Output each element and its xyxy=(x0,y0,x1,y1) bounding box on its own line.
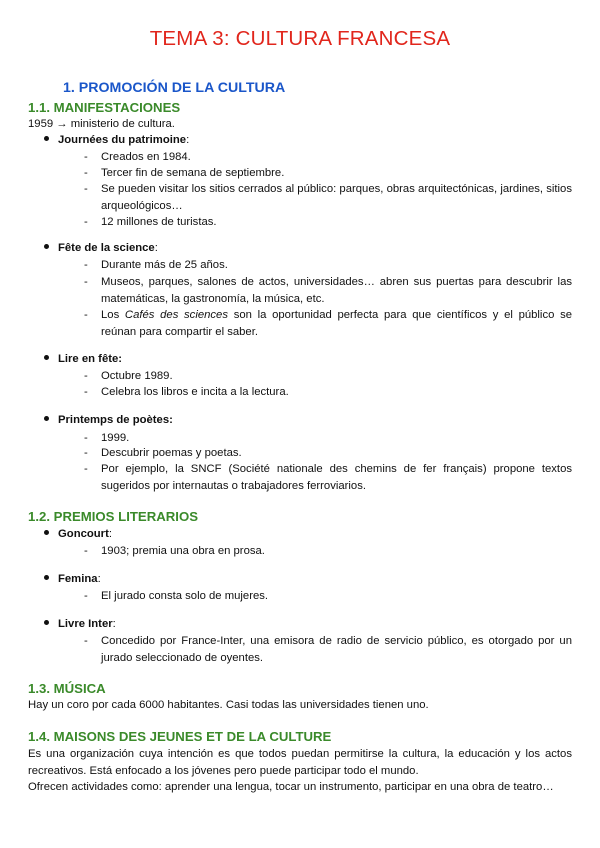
bullet-printemps xyxy=(44,413,173,427)
sub-text: Se pueden visitar los sitios cerrados al público: parques, obras arquitectónicas, jardines, sitios arqueológicos… xyxy=(101,183,572,212)
sub-item: - Museos, parques, salones de actos, universidades… abren sus puertas para descubrir las matemáticas, la gastronomía, la música, etc. xyxy=(84,274,572,307)
sub-text: 1999. xyxy=(101,432,130,444)
intro-line: 1959 → ministerio de cultura. xyxy=(28,118,175,130)
sub-item: - Por ejemplo, la SNCF (Société nationale des chemins de fer français) propone textos sugeridos por internautas o trabajadores ferroviarios. xyxy=(84,461,572,494)
sub-text xyxy=(101,307,572,340)
bullet-name: Printemps de poètes: xyxy=(58,414,173,426)
sub-item: - 12 millones de turistas. xyxy=(84,214,572,231)
sub-item: - Se pueden visitar los sitios cerrados al público: parques, obras arquitectónicas, jardines, sitios arqueológicos… xyxy=(84,181,572,214)
sub-item: - Los Cafés des sciences son la oportunidad perfecta para que científicos y el público se reúnan para compartir el saber. xyxy=(84,307,572,340)
bullet-suffix: : xyxy=(108,528,112,540)
sub-text: Creados en 1984. xyxy=(101,151,191,163)
heading-musica: 1.3. MÚSICA xyxy=(28,681,106,696)
sub-item: - 1999. xyxy=(84,430,572,447)
heading-premios: 1.2. PREMIOS LITERARIOS xyxy=(28,509,199,524)
bullet-femina xyxy=(44,572,101,586)
bullet-name: Goncourt xyxy=(58,528,109,540)
bullet-dot xyxy=(44,416,49,421)
sub-item: - Durante más de 25 años. xyxy=(84,257,572,274)
sub-text: Octubre 1989. xyxy=(101,370,173,382)
bullet-fete-science xyxy=(44,241,158,255)
sub-text: Concedido por France-Inter, una emisora de radio de servicio público, es otorgado por un jurado seleccionado de oyentes. xyxy=(101,635,572,664)
bullet-dot xyxy=(44,530,49,535)
sub-text: Museos, parques, salones de actos, universidades… abren sus puertas para descubrir las matemáticas, la gastronomía, la música, etc. xyxy=(101,276,572,305)
bullet-suffix: : xyxy=(112,618,116,630)
sub-item: - Octubre 1989. xyxy=(84,368,572,385)
bullet-name: Femina xyxy=(58,573,98,585)
sub-text: Celebra los libros e incita a la lectura. xyxy=(101,386,289,398)
bullet-dot xyxy=(44,620,49,625)
sub-item: - Descubrir poemas y poetas. xyxy=(84,445,572,462)
bullet-dot xyxy=(44,244,49,249)
sub-text: Descubrir poemas y poetas. xyxy=(101,447,242,459)
bullet-suffix: : xyxy=(186,134,190,146)
bullet-lire-en-fete xyxy=(44,352,122,366)
bullet-journees xyxy=(44,133,189,147)
section-heading-1: 1. PROMOCIÓN DE LA CULTURA xyxy=(63,80,286,96)
bullet-name: Journées du patrimoine xyxy=(58,134,187,146)
heading-maisons: 1.4. MAISONS DES JEUNES ET DE LA CULTURE xyxy=(28,729,332,744)
bullet-name: Lire en fête: xyxy=(58,353,123,365)
sub-text: 1903; premia una obra en prosa. xyxy=(101,545,265,557)
bullet-livre-inter xyxy=(44,617,116,631)
heading-manifestaciones: 1.1. MANIFESTACIONES xyxy=(28,100,181,115)
sub-text-prefix: Los xyxy=(101,309,125,321)
sub-text-rest: son la oportunidad perfecta para que científicos y el público se reúnan para compartir el saber. xyxy=(101,309,572,338)
bullet-suffix: : xyxy=(154,242,158,254)
maisons-paragraph-2: Ofrecen actividades como: aprender una lengua, tocar un instrumento, participar en una obra de teatro… xyxy=(28,781,554,793)
bullet-dot xyxy=(44,136,49,141)
sub-text: Por ejemplo, la SNCF (Société nationale des chemins de fer français) propone textos sugeridos por internautas o trabajadores ferroviarios. xyxy=(101,463,572,492)
bullet-name: Livre Inter xyxy=(58,618,113,630)
sub-item: - 1903; premia una obra en prosa. xyxy=(84,543,572,560)
page-title: TEMA 3: CULTURA FRANCESA xyxy=(149,27,451,50)
bullet-dot xyxy=(44,575,49,580)
sub-item: - Concedido por France-Inter, una emisora de radio de servicio público, es otorgado por un jurado seleccionado de oyentes. xyxy=(84,633,572,666)
sub-item: - El jurado consta solo de mujeres. xyxy=(84,588,572,605)
sub-item: - Celebra los libros e incita a la lectura. xyxy=(84,384,572,401)
sub-item: - Creados en 1984. xyxy=(84,149,572,166)
musica-text: Hay un coro por cada 6000 habitantes. Casi todas las universidades tienen uno. xyxy=(28,699,429,711)
sub-text: Durante más de 25 años. xyxy=(101,259,228,271)
bullet-name: Fête de la science xyxy=(58,242,155,254)
sub-item: - Tercer fin de semana de septiembre. xyxy=(84,165,572,182)
sub-text: Tercer fin de semana de septiembre. xyxy=(101,167,285,179)
sub-text: 12 millones de turistas. xyxy=(101,216,217,228)
sub-text-italic: Cafés des sciences xyxy=(124,309,228,321)
maisons-paragraph-1: Es una organización cuya intención es que todos puedan permitirse la cultura, la educación y los actos recreativos. Está enfocado a los jóvenes pero puede participar todo el mundo. xyxy=(28,748,572,777)
sub-text: El jurado consta solo de mujeres. xyxy=(101,590,269,602)
bullet-goncourt xyxy=(44,527,112,541)
bullet-suffix: : xyxy=(97,573,101,585)
bullet-dot xyxy=(44,355,49,360)
